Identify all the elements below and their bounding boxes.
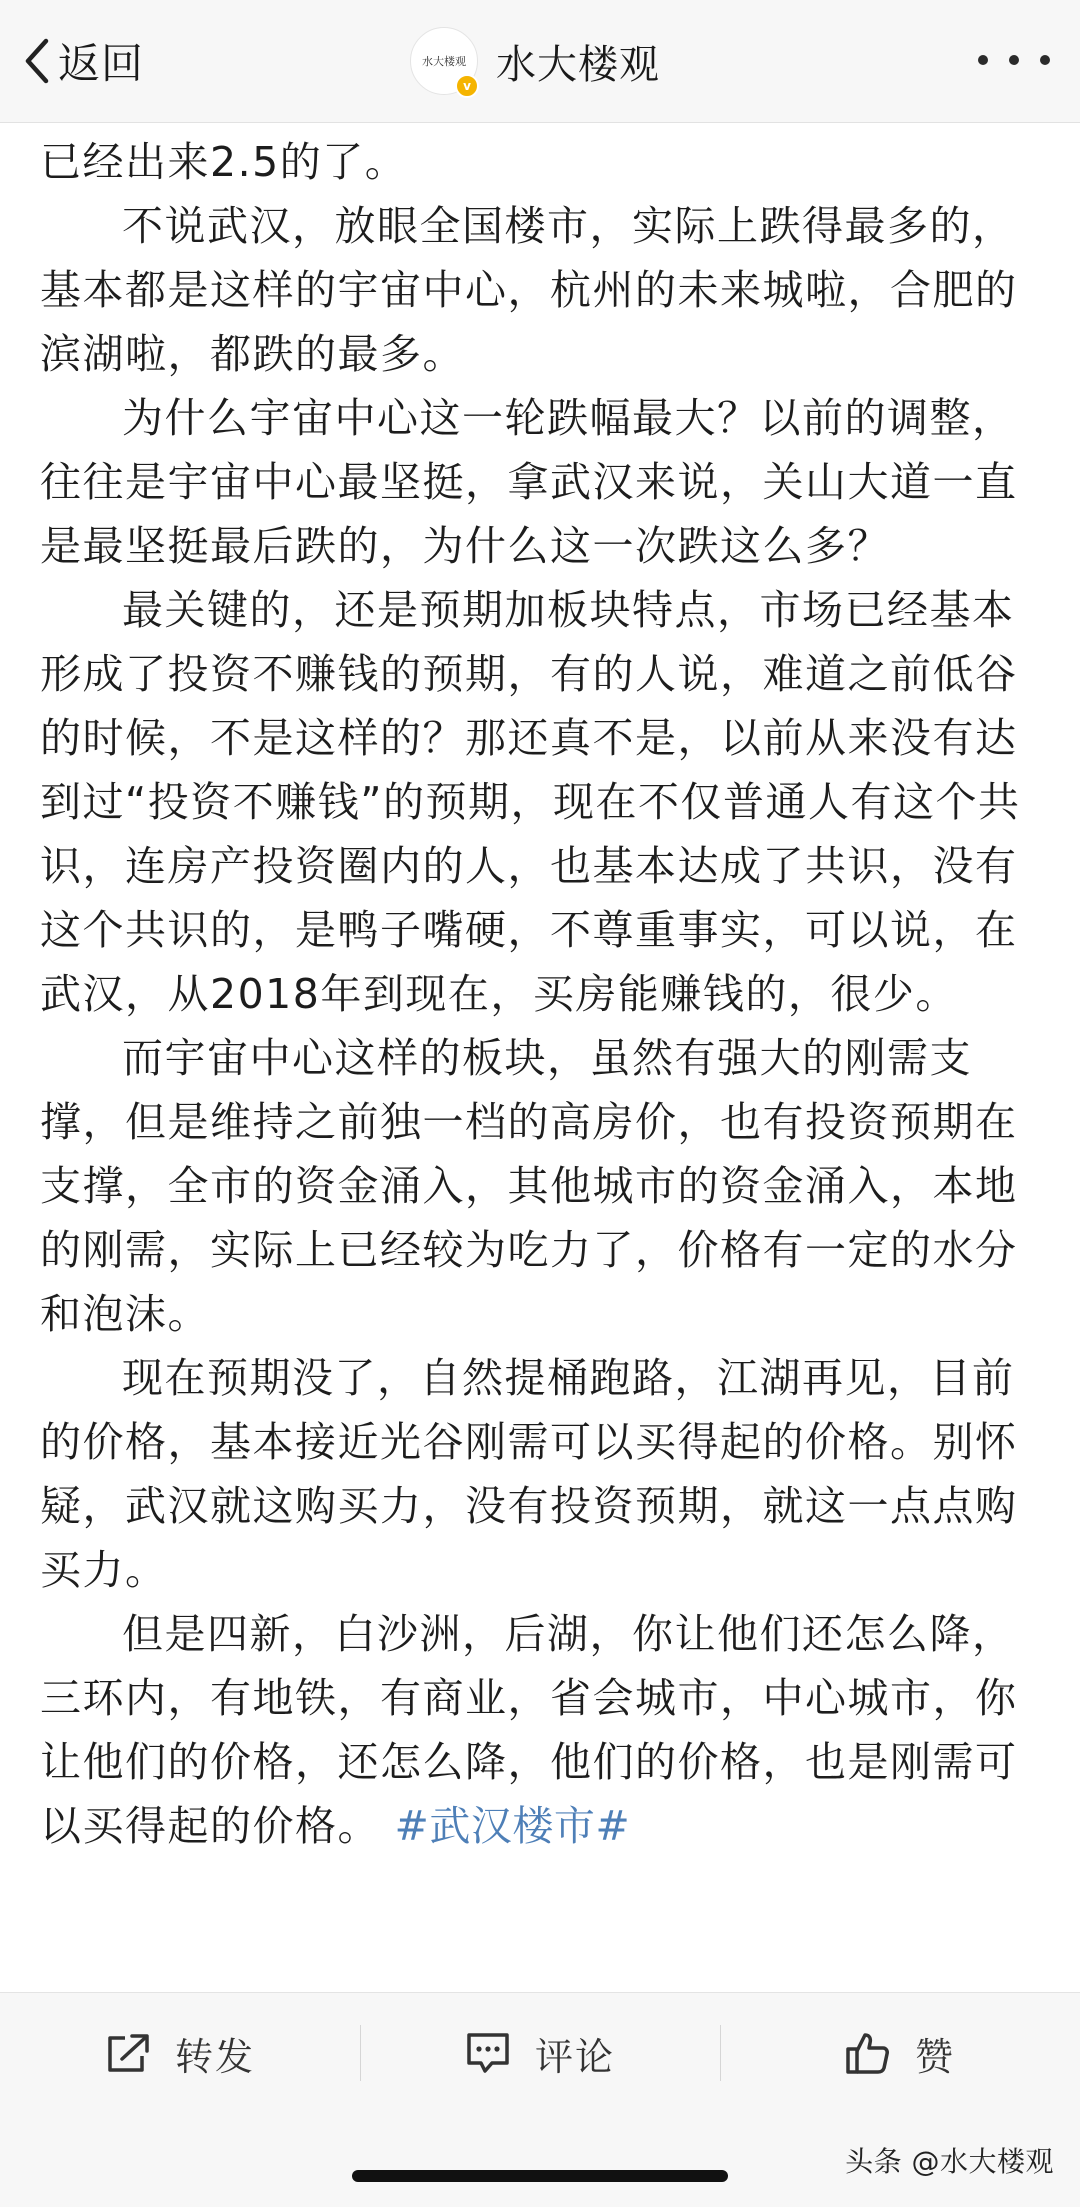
chevron-left-icon <box>24 37 50 85</box>
avatar-logo-text: 水大楼观 <box>422 55 466 68</box>
more-dot-icon <box>1009 55 1019 65</box>
action-bar <box>0 1992 1080 2113</box>
thumbs-up-icon <box>845 2031 891 2075</box>
comment-icon <box>465 2031 511 2075</box>
share-icon <box>105 2032 151 2074</box>
source-watermark: 头条 @水大楼观 <box>845 2145 1054 2178</box>
article-paragraph: 最关键的，还是预期加板块特点，市场已经基本形成了投资不赚钱的预期，有的人说，难道之前低谷的时候，不是这样的？那还真不是，以前从来没有达到过“投资不赚钱”的预期，现在不仅普通人有这个共识，连房产投资圈内的人，也基本达成了共识，没有这个共识的，是鸭子嘴硬，不尊重事实，可以说，在武汉，从2018年到现在，买房能赚钱的，很少。 <box>40 586 1021 1018</box>
like-label: 赞 <box>914 2034 955 2079</box>
account-header[interactable] <box>410 26 660 96</box>
home-indicator[interactable] <box>352 2170 728 2182</box>
article-paragraph: 不说武汉，放眼全国楼市，实际上跌得最多的，基本都是这样的宇宙中心，杭州的未来城啦，合肥的滨湖啦，都跌的最多。 <box>40 202 1018 378</box>
hashtag-link[interactable]: #武汉楼市# <box>394 1802 631 1850</box>
top-nav-bar <box>0 0 1080 123</box>
article-paragraph-last <box>40 1602 1050 1858</box>
comment-button[interactable] <box>360 1993 720 2113</box>
avatar[interactable] <box>410 27 478 95</box>
account-name: 水大楼观 <box>496 41 660 88</box>
more-dot-icon <box>1040 55 1050 65</box>
article-paragraph: 已经出来2.5的了。 <box>40 138 408 186</box>
article-body <box>40 130 1050 1858</box>
article-paragraph: 而宇宙中心这样的板块，虽然有强大的刚需支撑，但是维持之前独一档的高房价，也有投资预期在支撑，全市的资金涌入，其他城市的资金涌入，本地的刚需，实际上已经较为吃力了，价格有一定的水分和泡沫。 <box>40 1034 1018 1338</box>
repost-button[interactable] <box>0 1993 360 2113</box>
article-paragraph: 现在预期没了，自然提桶跑路，江湖再见，目前的价格，基本接近光谷刚需可以买得起的价格。别怀疑，武汉就这购买力，没有投资预期，就这一点点购买力。 <box>40 1354 1018 1594</box>
back-button[interactable] <box>24 28 144 94</box>
repost-label: 转发 <box>174 2034 255 2079</box>
back-label: 返回 <box>58 39 145 88</box>
verified-badge-icon: v <box>455 74 479 98</box>
comment-label: 评论 <box>534 2034 615 2079</box>
more-options-button[interactable] <box>978 44 1050 76</box>
like-button[interactable] <box>720 1993 1080 2113</box>
more-dot-icon <box>978 55 988 65</box>
article-paragraph-text: 但是四新，白沙洲，后湖，你让他们还怎么降，三环内，有地铁，有商业，省会城市，中心城市，你让他们的价格，还怎么降，他们的价格，也是刚需可以买得起的价格。 <box>40 1610 1018 1850</box>
article-paragraph: 为什么宇宙中心这一轮跌幅最大？以前的调整，往往是宇宙中心最坚挺，拿武汉来说，关山大道一直是最坚挺最后跌的，为什么这一次跌这么多？ <box>40 394 1018 570</box>
